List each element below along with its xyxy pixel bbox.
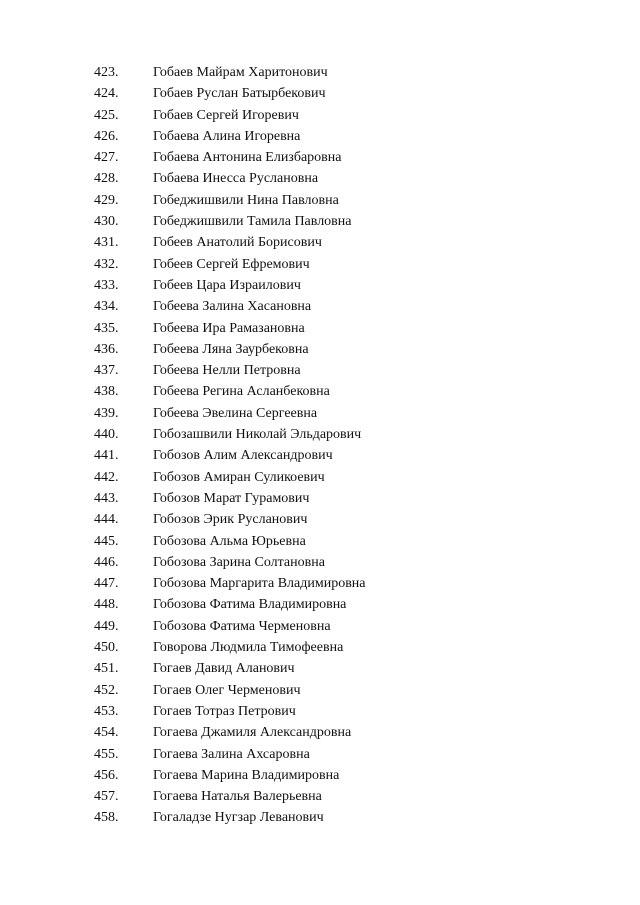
entry-name: Гобеева Нелли Петровна: [153, 363, 301, 379]
entry-number: 436.: [94, 341, 119, 357]
list-item: [0, 531, 640, 552]
list-item: [0, 594, 640, 615]
list-item: [0, 254, 640, 275]
entry-number: 427.: [94, 150, 119, 166]
entry-number: 432.: [94, 256, 119, 272]
entry-name: Гогаева Джамиля Александровна: [153, 725, 352, 741]
entry-number: 434.: [94, 299, 119, 315]
entry-name: Гобаева Алина Игоревна: [153, 128, 301, 144]
entry-name: Гогаева Марина Владимировна: [153, 767, 340, 783]
entry-name: Гобозов Марат Гурамович: [153, 490, 310, 506]
entry-name: Гобеев Цара Израилович: [153, 277, 301, 293]
entry-name: Гобозов Алим Александрович: [153, 448, 333, 464]
entry-number: 457.: [94, 789, 119, 805]
entry-name: Гобозашвили Николай Эльдарович: [153, 427, 362, 443]
list-item: [0, 616, 640, 637]
list-item: [0, 190, 640, 211]
entry-name: Гобеева Залина Хасановна: [153, 299, 312, 315]
list-item: [0, 509, 640, 530]
list-item: [0, 168, 640, 189]
entry-name: Гобеева Эвелина Сергеевна: [153, 405, 318, 421]
list-item: [0, 296, 640, 317]
list-item: [0, 786, 640, 807]
entry-name: Гогаева Наталья Валерьевна: [153, 789, 322, 805]
entry-name: Гобаев Руслан Батырбекович: [153, 86, 326, 102]
entry-name: Гогаев Тотраз Петрович: [153, 703, 296, 719]
entry-name: Гобеева Ляна Заурбековна: [153, 341, 309, 357]
entry-number: 448.: [94, 597, 119, 613]
list-item: [0, 360, 640, 381]
entry-number: 424.: [94, 86, 119, 102]
entry-number: 425.: [94, 107, 119, 123]
list-item: [0, 701, 640, 722]
entry-name: Говорова Людмила Тимофеевна: [153, 640, 344, 656]
entry-name: Гобозова Альма Юрьевна: [153, 533, 306, 549]
list-item: [0, 445, 640, 466]
list-item: [0, 807, 640, 828]
entry-number: 453.: [94, 703, 119, 719]
entry-name: Гобеева Регина Асланбековна: [153, 384, 330, 400]
entry-number: 438.: [94, 384, 119, 400]
entry-number: 440.: [94, 427, 119, 443]
entry-name: Гобаев Майрам Харитонович: [153, 65, 328, 80]
list-item: [0, 467, 640, 488]
entry-number: 444.: [94, 512, 119, 528]
list-item: [0, 403, 640, 424]
entry-number: 437.: [94, 363, 119, 379]
entry-number: 426.: [94, 128, 119, 144]
list-item: [0, 424, 640, 445]
entry-name: Гогаева Залина Ахсаровна: [153, 746, 310, 762]
entry-number: 450.: [94, 640, 119, 656]
list-item: [0, 722, 640, 743]
entry-number: 454.: [94, 725, 119, 741]
entry-name: Гобеджишвили Нина Павловна: [153, 192, 339, 208]
entry-name: Гобеджишвили Тамила Павловна: [153, 214, 352, 230]
entry-name: Гобозова Зарина Солтановна: [153, 554, 325, 570]
entry-number: 445.: [94, 533, 119, 549]
entry-name: Гобозов Эрик Русланович: [153, 512, 308, 528]
list-item: [0, 381, 640, 402]
entry-number: 443.: [94, 490, 119, 506]
entry-name: Гобаев Сергей Игоревич: [153, 107, 299, 123]
list-item: [0, 62, 640, 83]
entry-number: 446.: [94, 554, 119, 570]
entry-number: 452.: [94, 682, 119, 698]
entry-name: Гобаева Антонина Елизбаровна: [153, 150, 342, 166]
list-item: [0, 275, 640, 296]
list-item: [0, 680, 640, 701]
entry-number: 430.: [94, 214, 119, 230]
entry-name: Гобозов Амиран Суликоевич: [153, 469, 325, 485]
entry-number: 442.: [94, 469, 119, 485]
list-item: [0, 126, 640, 147]
list-item: [0, 637, 640, 658]
list-item: [0, 744, 640, 765]
entry-number: 428.: [94, 171, 119, 187]
entry-name: Гогаладзе Нугзар Леванович: [153, 810, 324, 826]
list-item: [0, 339, 640, 360]
entry-name: Гобозова Фатима Черменовна: [153, 618, 331, 634]
entry-number: 435.: [94, 320, 119, 336]
entry-number: 449.: [94, 618, 119, 634]
entry-number: 429.: [94, 192, 119, 208]
entry-number: 456.: [94, 767, 119, 783]
entry-name: Гобозова Фатима Владимировна: [153, 597, 347, 613]
entry-name: Гогаев Олег Черменович: [153, 682, 301, 698]
entry-name: Гобаева Инесса Руслановна: [153, 171, 319, 187]
entry-number: 423.: [94, 65, 119, 80]
list-item: [0, 658, 640, 679]
entry-name: Гогаев Давид Аланович: [153, 661, 295, 677]
list-item: [0, 105, 640, 126]
entry-number: 447.: [94, 576, 119, 592]
entry-name: Гобеева Ира Рамазановна: [153, 320, 305, 336]
list-item: [0, 573, 640, 594]
entry-number: 441.: [94, 448, 119, 464]
entry-number: 458.: [94, 810, 119, 826]
name-list: [0, 62, 640, 829]
list-item: [0, 488, 640, 509]
list-item: [0, 232, 640, 253]
list-item: [0, 147, 640, 168]
list-item: [0, 552, 640, 573]
entry-name: Гобозова Маргарита Владимировна: [153, 576, 366, 592]
list-item: [0, 83, 640, 104]
entry-number: 451.: [94, 661, 119, 677]
entry-number: 455.: [94, 746, 119, 762]
entry-name: Гобеев Анатолий Борисович: [153, 235, 322, 251]
entry-number: 439.: [94, 405, 119, 421]
list-item: [0, 318, 640, 339]
entry-name: Гобеев Сергей Ефремович: [153, 256, 310, 272]
entry-number: 431.: [94, 235, 119, 251]
list-item: [0, 765, 640, 786]
entry-number: 433.: [94, 277, 119, 293]
list-item: [0, 211, 640, 232]
